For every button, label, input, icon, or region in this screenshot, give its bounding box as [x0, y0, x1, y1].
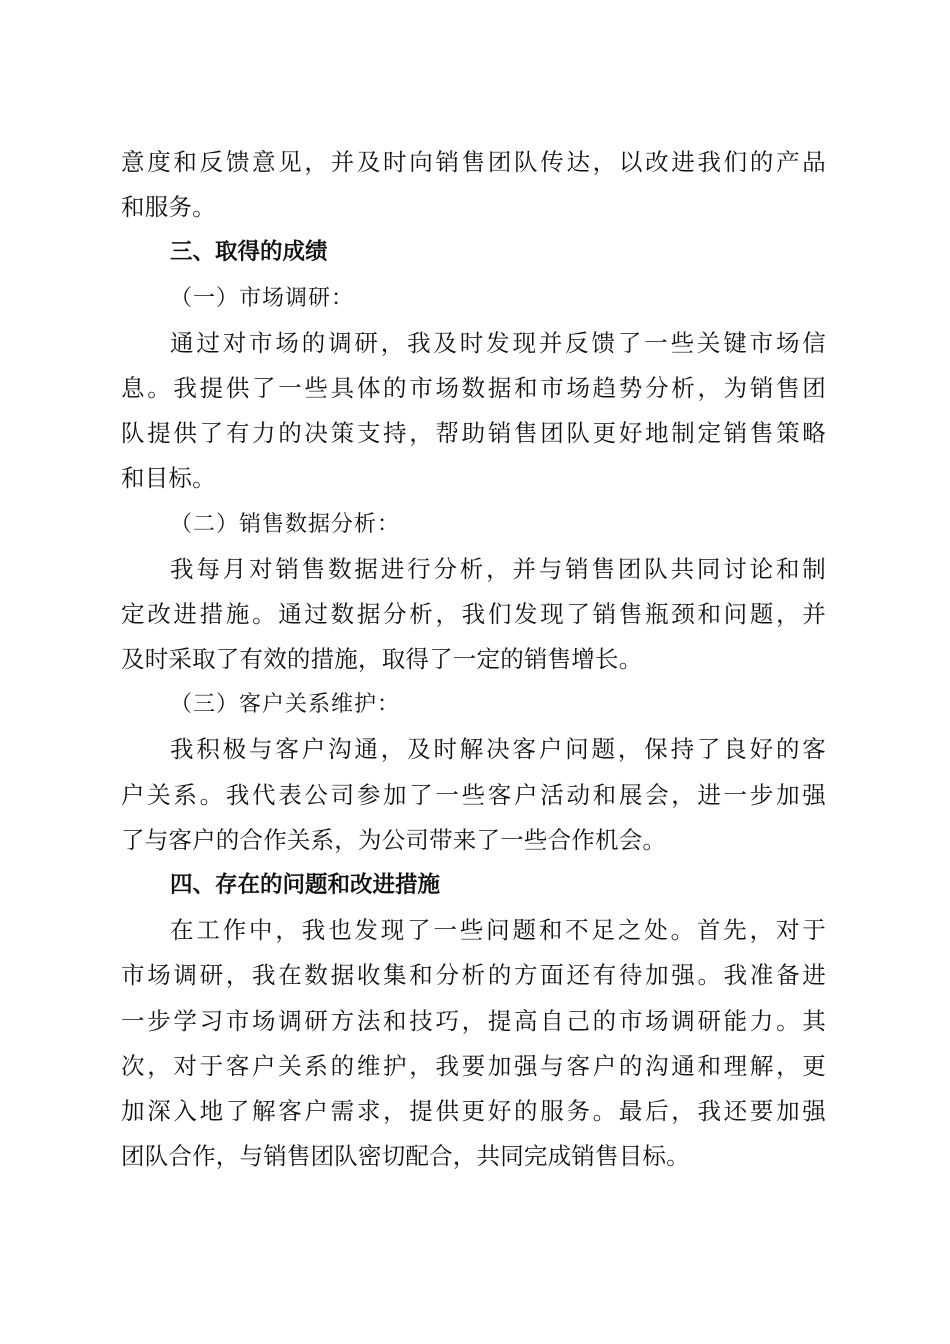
paragraph-line: 通过对市场的调研，我及时发现并反馈了一些关键市场信 [170, 328, 826, 357]
paragraph-line: 息。我提供了一些具体的市场数据和市场趋势分析，为销售团 [121, 373, 826, 402]
paragraph-line: 意度和反馈意见，并及时向销售团队传达，以改进我们的产品 [121, 148, 826, 176]
paragraph-line: 在工作中，我也发现了一些问题和不足之处。首先，对于 [170, 916, 826, 945]
paragraph-line: 队提供了有力的决策支持，帮助销售团队更好地制定销售策略 [121, 419, 826, 448]
subsection-title: （二）销售数据分析： [170, 511, 401, 537]
paragraph-line: 和目标。 [121, 464, 216, 493]
paragraph-line: 我积极与客户沟通，及时解决客户问题，保持了良好的客 [170, 735, 826, 764]
paragraph-line: 加深入地了解客户需求，提供更好的服务。最后，我还要加强 [121, 1096, 826, 1125]
paragraph-line: 和服务。 [121, 193, 216, 222]
section-heading: 四、存在的问题和改进措施 [170, 872, 441, 898]
paragraph-line: 我每月对销售数据进行分析，并与销售团队共同讨论和制 [170, 554, 826, 583]
paragraph-line: 定改进措施。通过数据分析，我们发现了销售瓶颈和问题，并 [121, 599, 826, 628]
paragraph-line: 一步学习市场调研方法和技巧，提高自己的市场调研能力。其 [121, 1006, 826, 1035]
paragraph-line: 了与客户的合作关系，为公司带来了一些合作机会。 [121, 825, 667, 854]
paragraph-line: 团队合作，与销售团队密切配合，共同完成销售目标。 [121, 1142, 690, 1171]
subsection-title: （三）客户关系维护： [170, 692, 401, 718]
document-body [121, 140, 826, 1179]
paragraph-line: 市场调研，我在数据收集和分析的方面还有待加强。我准备进 [121, 961, 826, 990]
subsection-title: （一）市场调研： [170, 285, 355, 311]
section-heading: 三、取得的成绩 [170, 239, 328, 266]
paragraph-line: 及时采取了有效的措施，取得了一定的销售增长。 [121, 645, 643, 674]
paragraph-line: 户关系。我代表公司参加了一些客户活动和展会，进一步加强 [121, 780, 826, 809]
paragraph-line: 次，对于客户关系的维护，我要加强与客户的沟通和理解，更 [121, 1051, 826, 1080]
